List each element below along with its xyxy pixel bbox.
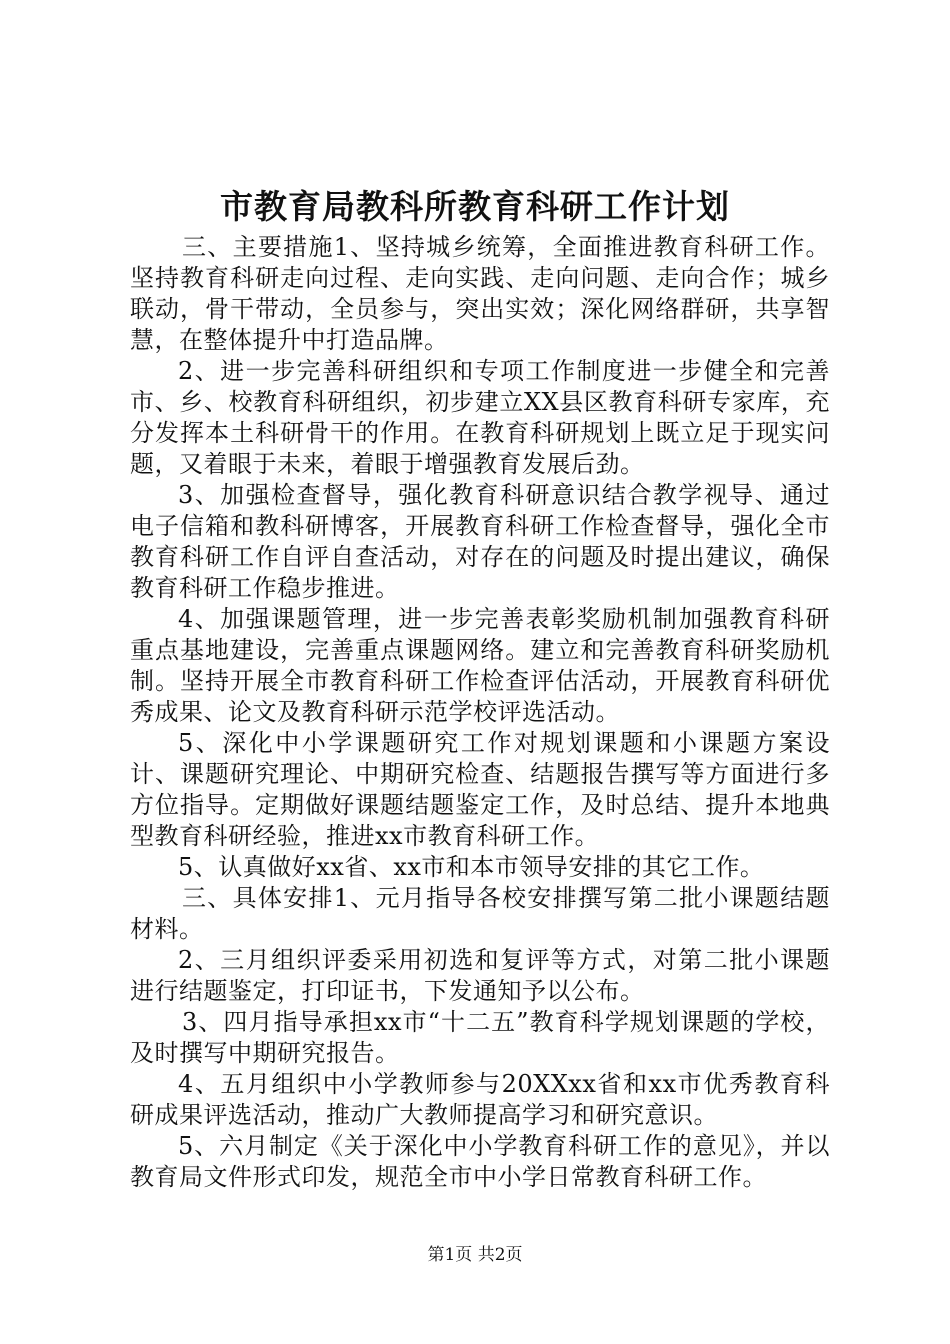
paragraph-inspection-supervision: 3、加强检查督导，强化教育科研意识结合教学视导、通过电子信箱和教科研博客，开展教育科研工作检查督导，强化全市教育科研工作自评自查活动，对存在的问题及时提出建议，确保教育科研工作稳步推进。 (130, 481, 830, 602)
paragraph-may: 4、五月组织中小学教师参与20XXxx省和xx市优秀教育科研成果评选活动，推动广大教师提高学习和研究意识。 (130, 1070, 830, 1129)
document-body (130, 232, 830, 1193)
paragraph-topic-research: 5、深化中小学课题研究工作对规划课题和小课题方案设计、课题研究理论、中期研究检查、结题报告撰写等方面进行多方位指导。定期做好课题结题鉴定工作，及时总结、提升本地典型教育科研经验，推进xx市教育科研工作。 (130, 729, 830, 850)
paragraph-march: 2、三月组织评委采用初选和复评等方式，对第二批小课题进行结题鉴定，打印证书，下发通知予以公布。 (130, 946, 830, 1005)
page-number-footer: 第1页 共2页 (427, 1245, 523, 1265)
document-title: 市教育局教科所教育科研工作计划 (220, 187, 730, 226)
paragraph-specific-arrangements: 三、具体安排1、元月指导各校安排撰写第二批小课题结题材料。 (130, 884, 830, 943)
paragraph-april: 3、四月指导承担xx市“十二五”教育科学规划课题的学校，及时撰写中期研究报告。 (130, 1008, 830, 1067)
paragraph-june: 5、六月制定《关于深化中小学教育科研工作的意见》，并以教育局文件形式印发，规范全市中小学日常教育科研工作。 (130, 1132, 830, 1191)
paragraph-main-measures: 三、主要措施1、坚持城乡统筹，全面推进教育科研工作。坚持教育科研走向过程、走向实践、走向问题、走向合作；城乡联动，骨干带动，全员参与，突出实效；深化网络群研，共享智慧，在整体提升中打造品牌。 (130, 233, 830, 354)
paragraph-research-organization: 2、进一步完善科研组织和专项工作制度进一步健全和完善市、乡、校教育科研组织，初步建立XX县区教育科研专家库，充分发挥本土科研骨干的作用。在教育科研规划上既立足于现实问题，又着眼于未来，着眼于增强教育发展后劲。 (130, 357, 830, 478)
paragraph-topic-management: 4、加强课题管理，进一步完善表彰奖励机制加强教育科研重点基地建设，完善重点课题网络。建立和完善教育科研奖励机制。坚持开展全市教育科研工作检查评估活动，开展教育科研优秀成果、论文及教育科研示范学校评选活动。 (130, 605, 830, 726)
paragraph-other-work: 5、认真做好xx省、xx市和本市领导安排的其它工作。 (178, 853, 765, 881)
